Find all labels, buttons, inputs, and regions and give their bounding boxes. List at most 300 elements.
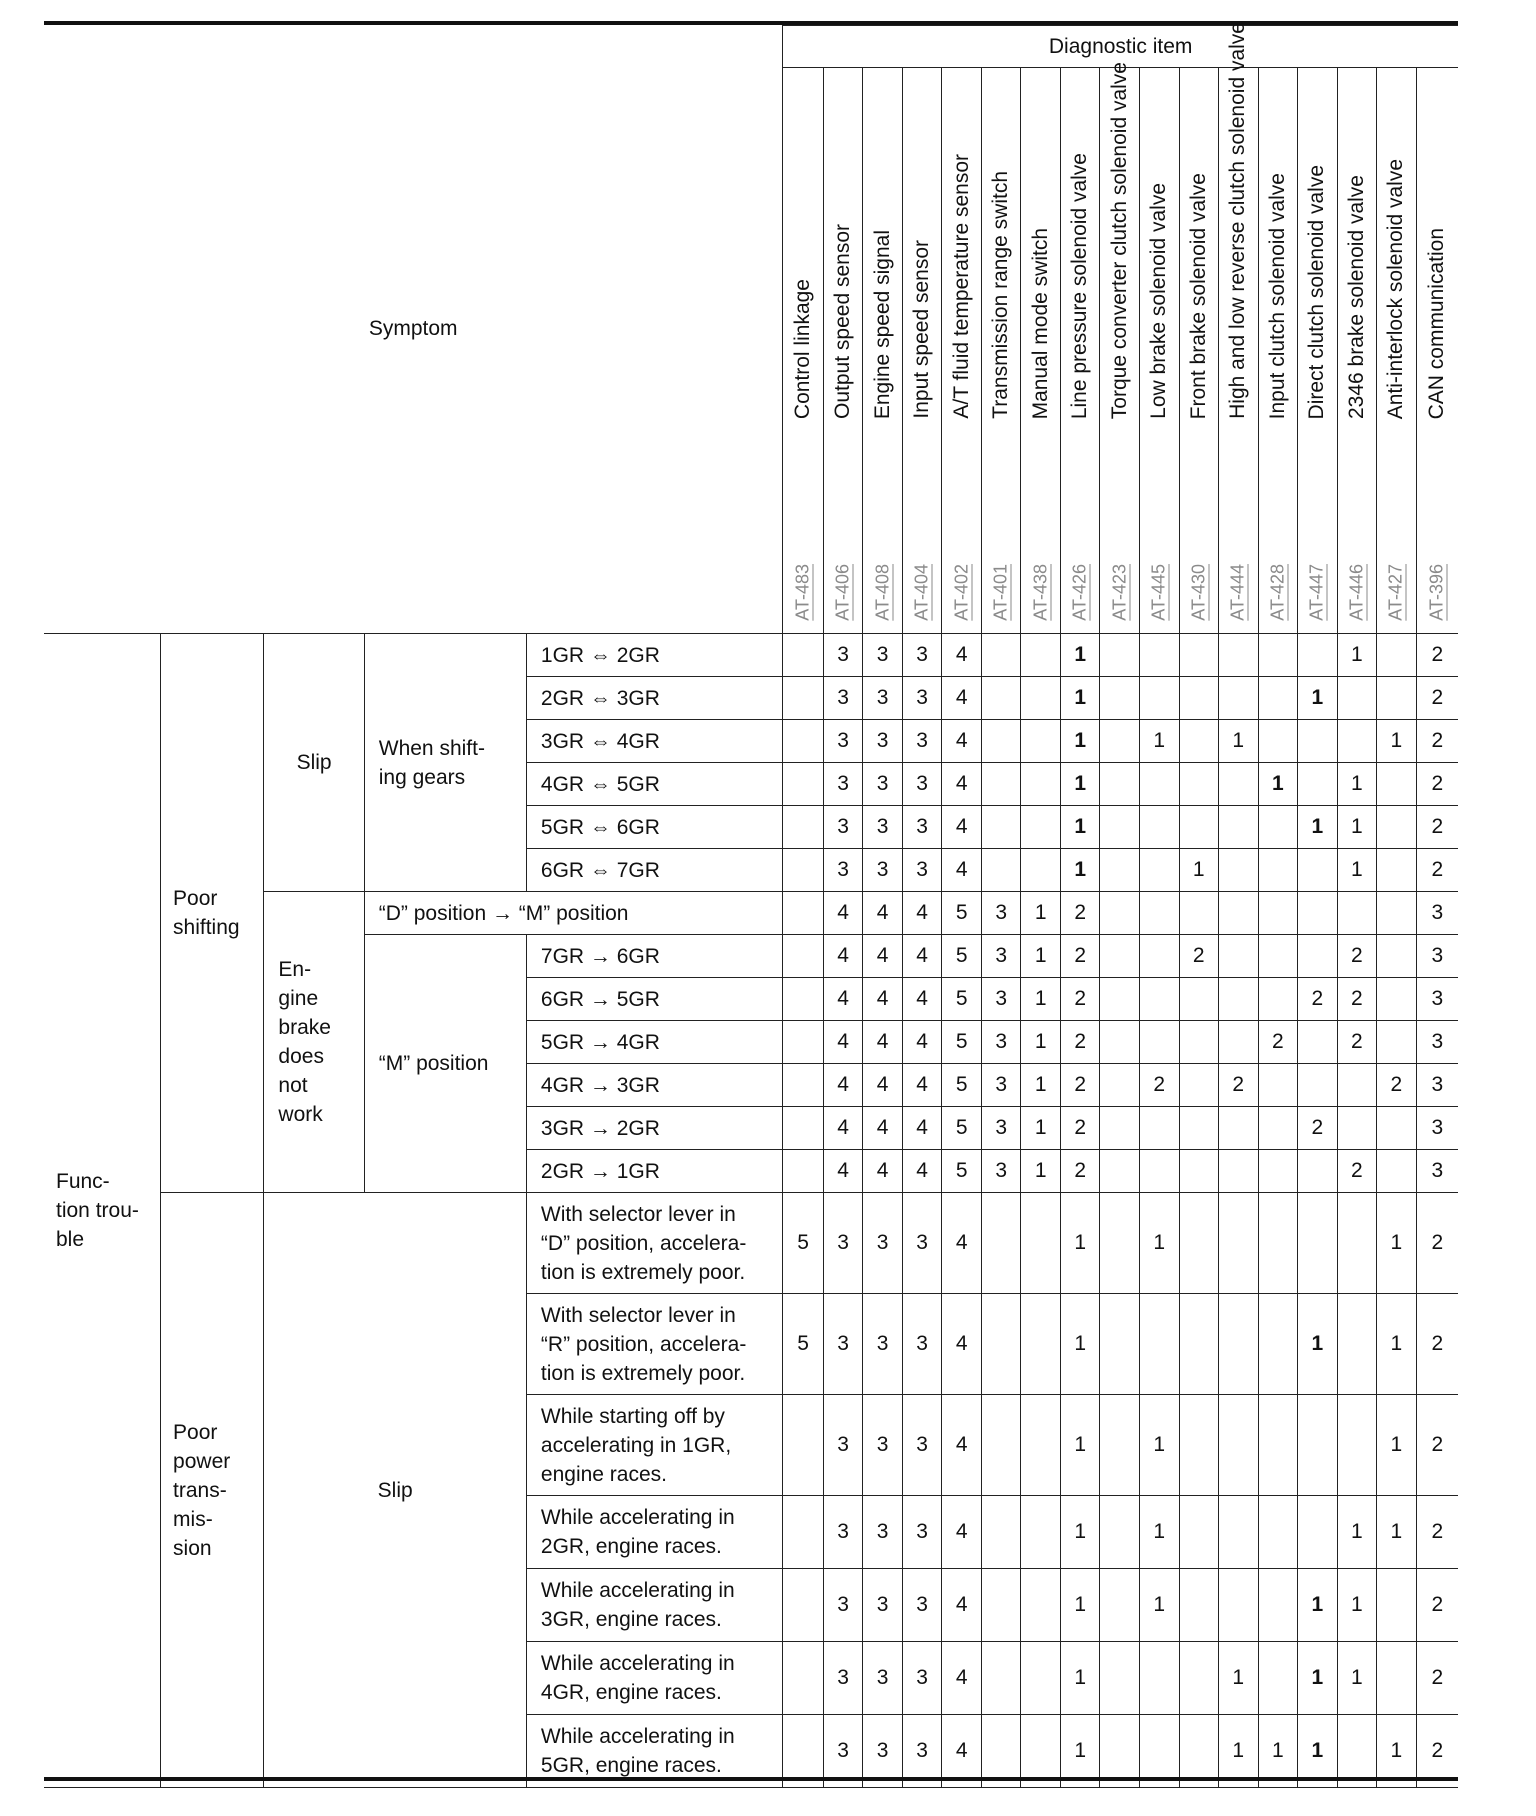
priority-value: [981, 763, 1021, 806]
column-reference-link[interactable]: AT-404: [911, 564, 932, 621]
priority-value: [1219, 634, 1259, 677]
column-header: [1219, 22, 1259, 634]
symptom-condition: “D” position → “M” position: [364, 892, 783, 935]
priority-value: 2: [1060, 935, 1100, 978]
priority-value: [1219, 1496, 1259, 1569]
priority-value: [1179, 1569, 1219, 1642]
priority-value: [1298, 849, 1338, 892]
priority-value: [1298, 763, 1338, 806]
priority-value: 5: [783, 1193, 824, 1294]
priority-value: [1219, 935, 1259, 978]
symptom-condition: While accelerating in 4GR, engine races.: [526, 1642, 782, 1715]
priority-value: [783, 1064, 824, 1107]
priority-value: [1219, 806, 1259, 849]
symptom-title: Symptom: [368, 317, 458, 341]
priority-value: [1219, 1569, 1259, 1642]
priority-value: 2: [1060, 1064, 1100, 1107]
priority-value: 2: [1258, 1021, 1298, 1064]
table-row: [44, 634, 1458, 677]
priority-value: 1: [1298, 1569, 1338, 1642]
priority-value: 3: [902, 763, 942, 806]
priority-value: 4: [942, 677, 982, 720]
priority-value: 5: [942, 978, 982, 1021]
priority-value: 4: [942, 720, 982, 763]
priority-value: 3: [863, 1193, 903, 1294]
priority-value: 1: [1377, 1294, 1417, 1395]
priority-value: 2: [1060, 1021, 1100, 1064]
priority-value: 1: [1021, 892, 1061, 935]
priority-value: 4: [863, 1107, 903, 1150]
priority-value: 3: [981, 935, 1021, 978]
priority-value: 2: [1416, 1395, 1458, 1496]
priority-value: 3: [902, 1496, 942, 1569]
priority-value: [1258, 849, 1298, 892]
priority-value: [1258, 634, 1298, 677]
symptom-condition: While accelerating in 3GR, engine races.: [526, 1569, 782, 1642]
priority-value: [1337, 1193, 1377, 1294]
priority-value: [1021, 849, 1061, 892]
priority-value: 5: [942, 1150, 982, 1193]
priority-value: 4: [823, 1021, 863, 1064]
priority-value: [1377, 935, 1417, 978]
priority-value: 1: [1337, 634, 1377, 677]
priority-value: 1: [1337, 849, 1377, 892]
priority-value: [1021, 763, 1061, 806]
priority-value: 1: [1258, 1715, 1298, 1788]
priority-value: [1298, 1496, 1338, 1569]
priority-value: [981, 1395, 1021, 1496]
priority-value: 5: [942, 1107, 982, 1150]
priority-value: 3: [981, 1150, 1021, 1193]
priority-value: 4: [902, 1021, 942, 1064]
priority-value: 1: [1021, 1021, 1061, 1064]
priority-value: 1: [1060, 677, 1100, 720]
priority-value: [1139, 1021, 1179, 1064]
column-reference-link[interactable]: AT-396: [1426, 564, 1447, 621]
priority-value: 5: [783, 1294, 824, 1395]
column-name: A/T fluid temperature sensor: [949, 154, 973, 419]
priority-value: 2: [1416, 1715, 1458, 1788]
column-header: [863, 68, 903, 634]
priority-value: 1: [1139, 1193, 1179, 1294]
priority-value: [1298, 1193, 1338, 1294]
priority-value: [1139, 677, 1179, 720]
priority-value: [1219, 1294, 1259, 1395]
priority-value: 1: [1337, 1642, 1377, 1715]
priority-value: 1: [1060, 1294, 1100, 1395]
priority-value: [1021, 1193, 1061, 1294]
priority-value: 3: [863, 849, 903, 892]
priority-value: [1100, 1107, 1140, 1150]
column-name: Output speed sensor: [831, 224, 855, 419]
priority-value: [1258, 1569, 1298, 1642]
priority-value: [783, 1107, 824, 1150]
priority-value: 4: [942, 1395, 982, 1496]
priority-value: 3: [902, 806, 942, 849]
priority-value: 3: [823, 1395, 863, 1496]
symptom-condition: 5GR ⇔ 6GR: [526, 806, 782, 849]
priority-value: [1258, 1107, 1298, 1150]
priority-value: [1337, 677, 1377, 720]
column-reference-link[interactable]: AT-408: [872, 564, 893, 621]
priority-value: [1377, 763, 1417, 806]
priority-value: 2: [1337, 978, 1377, 1021]
column-reference-link[interactable]: AT-426: [1069, 564, 1090, 621]
priority-value: [1179, 1107, 1219, 1150]
priority-value: [783, 634, 824, 677]
priority-value: 3: [863, 677, 903, 720]
priority-value: [1100, 677, 1140, 720]
priority-value: 1: [1219, 720, 1259, 763]
priority-value: [1337, 1294, 1377, 1395]
priority-value: 3: [863, 634, 903, 677]
priority-value: [1179, 1064, 1219, 1107]
priority-value: [1377, 1021, 1417, 1064]
priority-value: [1179, 978, 1219, 1021]
priority-value: [1258, 935, 1298, 978]
priority-value: [1100, 1064, 1140, 1107]
priority-value: 2: [1298, 1107, 1338, 1150]
priority-value: 3: [981, 978, 1021, 1021]
priority-value: [981, 1294, 1021, 1395]
symptom-condition: 6GR → 5GR: [526, 978, 782, 1021]
priority-value: 4: [823, 892, 863, 935]
priority-value: [1100, 935, 1140, 978]
priority-value: [1139, 978, 1179, 1021]
priority-value: 3: [981, 1107, 1021, 1150]
priority-value: [1258, 1642, 1298, 1715]
priority-value: [1021, 1294, 1061, 1395]
priority-value: 2: [1060, 1107, 1100, 1150]
priority-value: [1298, 892, 1338, 935]
symptom-condition: 2GR ⇔ 3GR: [526, 677, 782, 720]
symptom-condition: 3GR ⇔ 4GR: [526, 720, 782, 763]
priority-value: [783, 892, 824, 935]
column-reference-link[interactable]: AT-406: [832, 564, 853, 621]
priority-value: 1: [1021, 978, 1061, 1021]
priority-value: 1: [1337, 806, 1377, 849]
priority-value: 3: [823, 849, 863, 892]
priority-value: [1179, 763, 1219, 806]
column-name: Line pressure solenoid valve: [1068, 152, 1092, 419]
priority-value: [783, 978, 824, 1021]
priority-value: [1100, 1150, 1140, 1193]
symptom-condition: While accelerating in 5GR, engine races.: [526, 1715, 782, 1788]
column-header: [1179, 68, 1219, 634]
priority-value: [981, 849, 1021, 892]
column-name: Input clutch solenoid valve: [1265, 172, 1289, 419]
column-reference-link[interactable]: AT-444: [1227, 564, 1248, 621]
column-header: [783, 68, 824, 634]
function-trouble-label: Func- tion trou- ble: [44, 634, 161, 1788]
priority-value: 1: [1021, 1107, 1061, 1150]
diagnostic-item-header: Diagnostic item: [783, 26, 1458, 68]
priority-value: 3: [902, 1395, 942, 1496]
column-reference-link[interactable]: AT-402: [951, 564, 972, 621]
symptom-condition: 5GR → 4GR: [526, 1021, 782, 1064]
column-header: [902, 68, 942, 634]
symptom-condition: 3GR → 2GR: [526, 1107, 782, 1150]
column-name: Front brake solenoid valve: [1186, 172, 1210, 419]
priority-value: [1021, 677, 1061, 720]
column-reference-link[interactable]: AT-427: [1385, 564, 1406, 621]
priority-value: [981, 806, 1021, 849]
priority-value: [1258, 1064, 1298, 1107]
symptom-condition: With selector lever in “R” position, accelera- tion is extremely poor.: [526, 1294, 782, 1395]
priority-value: [1258, 1395, 1298, 1496]
column-reference-link[interactable]: AT-438: [1030, 564, 1051, 621]
priority-value: 1: [1337, 1569, 1377, 1642]
priority-value: [1219, 849, 1259, 892]
column-reference-link[interactable]: AT-447: [1306, 564, 1327, 621]
column-name: Anti-interlock solenoid valve: [1384, 158, 1408, 419]
priority-value: 3: [1416, 892, 1458, 935]
priority-value: [1139, 892, 1179, 935]
priority-value: 1: [1060, 1395, 1100, 1496]
priority-value: [1021, 1395, 1061, 1496]
column-name: Direct clutch solenoid valve: [1305, 164, 1329, 419]
priority-value: [783, 1569, 824, 1642]
priority-value: [1258, 1496, 1298, 1569]
priority-value: 2: [1060, 978, 1100, 1021]
priority-value: [783, 763, 824, 806]
priority-value: [1258, 1294, 1298, 1395]
slip-label: Slip: [264, 1193, 526, 1788]
priority-value: [783, 849, 824, 892]
priority-value: [1021, 1642, 1061, 1715]
priority-value: 4: [942, 763, 982, 806]
priority-value: [1337, 1107, 1377, 1150]
priority-value: [1021, 806, 1061, 849]
priority-value: 1: [1060, 1496, 1100, 1569]
priority-value: 1: [1060, 1715, 1100, 1788]
priority-value: 3: [1416, 1107, 1458, 1150]
priority-value: 3: [902, 1715, 942, 1788]
priority-value: 2: [1060, 1150, 1100, 1193]
priority-value: [1139, 849, 1179, 892]
column-reference-link[interactable]: AT-430: [1188, 564, 1209, 621]
priority-value: 3: [823, 806, 863, 849]
priority-value: [1219, 1395, 1259, 1496]
priority-value: 3: [863, 1395, 903, 1496]
column-reference-link[interactable]: AT-446: [1346, 564, 1367, 621]
priority-value: [1139, 763, 1179, 806]
priority-value: [1100, 849, 1140, 892]
priority-value: 4: [863, 1150, 903, 1193]
column-header: [1100, 61, 1140, 634]
priority-value: 4: [823, 1150, 863, 1193]
priority-value: 2: [1139, 1064, 1179, 1107]
column-header: [1258, 68, 1298, 634]
priority-value: 1: [1337, 1496, 1377, 1569]
priority-value: [1219, 1193, 1259, 1294]
priority-value: 4: [942, 1294, 982, 1395]
column-header: [1298, 68, 1338, 634]
priority-value: [1298, 935, 1338, 978]
priority-value: 5: [942, 1064, 982, 1107]
priority-value: [783, 1642, 824, 1715]
priority-value: [981, 1569, 1021, 1642]
priority-value: 3: [823, 1496, 863, 1569]
priority-value: [783, 1496, 824, 1569]
priority-value: 2: [1416, 720, 1458, 763]
priority-value: 2: [1060, 892, 1100, 935]
priority-value: 3: [823, 1294, 863, 1395]
priority-value: [1179, 1496, 1219, 1569]
priority-value: [783, 1150, 824, 1193]
m-position-label: “M” position: [364, 935, 526, 1193]
priority-value: [1377, 806, 1417, 849]
priority-value: 3: [823, 763, 863, 806]
when-shifting-gears-label: When shift- ing gears: [364, 634, 526, 892]
priority-value: [1100, 720, 1140, 763]
priority-value: 2: [1416, 763, 1458, 806]
priority-value: [1219, 763, 1259, 806]
priority-value: [981, 1642, 1021, 1715]
symptom-condition: 6GR ⇔ 7GR: [526, 849, 782, 892]
priority-value: 4: [863, 978, 903, 1021]
priority-value: 3: [863, 1715, 903, 1788]
column-reference-link[interactable]: AT-428: [1267, 564, 1288, 621]
priority-value: [1377, 892, 1417, 935]
priority-value: [1100, 892, 1140, 935]
priority-value: [981, 677, 1021, 720]
priority-value: 1: [1179, 849, 1219, 892]
priority-value: 1: [1219, 1642, 1259, 1715]
priority-value: [1258, 677, 1298, 720]
column-name: Control linkage: [791, 278, 815, 419]
priority-value: [1100, 1642, 1140, 1715]
priority-value: [1377, 1642, 1417, 1715]
priority-value: 2: [1337, 1150, 1377, 1193]
priority-value: 3: [823, 1642, 863, 1715]
priority-value: [981, 634, 1021, 677]
priority-value: [1100, 634, 1140, 677]
symptom-condition: While accelerating in 2GR, engine races.: [526, 1496, 782, 1569]
priority-value: [1258, 978, 1298, 1021]
priority-value: 1: [1377, 1496, 1417, 1569]
symptom-condition: With selector lever in “D” position, accelera- tion is extremely poor.: [526, 1193, 782, 1294]
symptom-condition: 1GR ⇔ 2GR: [526, 634, 782, 677]
priority-value: 3: [863, 720, 903, 763]
priority-value: 2: [1377, 1064, 1417, 1107]
priority-value: 1: [1377, 1395, 1417, 1496]
priority-value: 1: [1060, 763, 1100, 806]
priority-value: 3: [981, 1064, 1021, 1107]
priority-value: 3: [863, 1496, 903, 1569]
priority-value: 4: [823, 1107, 863, 1150]
priority-value: [1021, 634, 1061, 677]
priority-value: [1139, 1294, 1179, 1395]
table-row: [44, 1193, 1458, 1294]
priority-value: [1377, 849, 1417, 892]
priority-value: 3: [902, 1294, 942, 1395]
priority-value: 2: [1219, 1064, 1259, 1107]
slip-label: Slip: [264, 634, 364, 892]
priority-value: [981, 1496, 1021, 1569]
priority-value: [1100, 1294, 1140, 1395]
priority-value: [783, 806, 824, 849]
priority-value: 1: [1021, 1064, 1061, 1107]
symptom-condition: 7GR → 6GR: [526, 935, 782, 978]
priority-value: [1100, 1395, 1140, 1496]
column-name: Engine speed signal: [870, 229, 894, 419]
priority-value: 1: [1060, 1569, 1100, 1642]
priority-value: [1139, 1150, 1179, 1193]
priority-value: 4: [902, 1150, 942, 1193]
priority-value: [1139, 634, 1179, 677]
priority-value: [1100, 1496, 1140, 1569]
priority-value: 3: [902, 677, 942, 720]
column-header: [981, 68, 1021, 634]
priority-value: 2: [1179, 935, 1219, 978]
priority-value: [1377, 634, 1417, 677]
priority-value: 4: [942, 634, 982, 677]
priority-value: 5: [942, 935, 982, 978]
priority-value: [1298, 1064, 1338, 1107]
priority-value: [981, 1193, 1021, 1294]
column-name: Transmission range switch: [989, 171, 1013, 419]
column-reference-link[interactable]: AT-445: [1148, 564, 1169, 621]
priority-value: [1219, 1021, 1259, 1064]
priority-value: [1377, 1569, 1417, 1642]
column-name: Torque converter clutch solenoid valve: [1107, 61, 1131, 419]
priority-value: 3: [823, 634, 863, 677]
column-reference-link[interactable]: AT-423: [1109, 564, 1130, 621]
priority-value: [1179, 720, 1219, 763]
priority-value: 4: [863, 1021, 903, 1064]
priority-value: 1: [1298, 1715, 1338, 1788]
column-name: High and low reverse clutch solenoid valve: [1226, 22, 1250, 419]
priority-value: 3: [823, 1569, 863, 1642]
priority-value: [1139, 1642, 1179, 1715]
column-reference-link[interactable]: AT-401: [990, 564, 1011, 621]
poor-power-transmission-label: Poor power trans- mis- sion: [161, 1193, 264, 1788]
priority-value: 5: [942, 892, 982, 935]
priority-value: [1337, 1064, 1377, 1107]
priority-value: 2: [1416, 634, 1458, 677]
priority-value: 2: [1416, 1496, 1458, 1569]
priority-value: [1298, 720, 1338, 763]
priority-value: 4: [942, 849, 982, 892]
priority-value: [1258, 720, 1298, 763]
column-reference-link[interactable]: AT-483: [792, 564, 813, 621]
priority-value: 2: [1298, 978, 1338, 1021]
priority-value: 1: [1377, 1193, 1417, 1294]
priority-value: 4: [823, 978, 863, 1021]
priority-value: [1179, 1193, 1219, 1294]
priority-value: 4: [902, 1064, 942, 1107]
priority-value: 3: [863, 1294, 903, 1395]
priority-value: 2: [1416, 677, 1458, 720]
priority-value: 3: [981, 892, 1021, 935]
priority-value: [1179, 1642, 1219, 1715]
priority-value: 3: [1416, 935, 1458, 978]
column-name: CAN communication: [1425, 227, 1449, 419]
priority-value: 1: [1139, 1395, 1179, 1496]
priority-value: [1179, 806, 1219, 849]
priority-value: 3: [902, 720, 942, 763]
column-name: Manual mode switch: [1028, 227, 1052, 419]
priority-value: 4: [863, 1064, 903, 1107]
priority-value: 1: [1060, 634, 1100, 677]
priority-value: [1219, 978, 1259, 1021]
column-header: [1416, 68, 1458, 634]
priority-value: 4: [942, 1569, 982, 1642]
priority-value: [783, 720, 824, 763]
priority-value: 4: [823, 1064, 863, 1107]
priority-value: 2: [1416, 1569, 1458, 1642]
